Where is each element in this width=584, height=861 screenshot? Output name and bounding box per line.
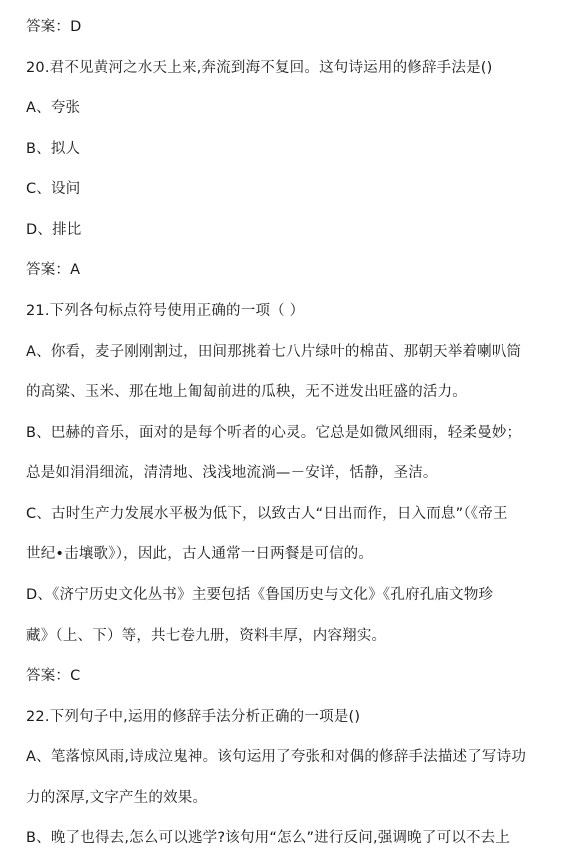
q21-option-b-line2: 总是如涓涓细流，清清地、浅浅地流淌—－安详，恬静，圣洁。	[26, 465, 438, 481]
q20-option-d: D、排比	[26, 222, 82, 238]
q21-option-b-line1: B、巴赫的音乐，面对的是每个听者的心灵。它总是如微风细雨，轻柔曼妙；	[26, 425, 522, 441]
answer-19: 答案：D	[26, 19, 82, 35]
answer-20: 答案：A	[26, 262, 81, 278]
q20-option-b: B、拟人	[26, 141, 81, 157]
answer-21: 答案：C	[26, 668, 81, 684]
q21-option-c-line1: C、古时生产力发展水平极为低下，以致古人“日出而作，日入而息”（《帝王	[26, 506, 508, 522]
q20-option-a: A、夸张	[26, 100, 81, 116]
q22-option-a-line2: 力的深厚,文字产生的效果。	[26, 790, 208, 806]
question-22: 22.下列句子中,运用的修辞手法分析正确的一项是()	[26, 709, 361, 725]
q21-option-a-line1: A、你看，麦子刚刚割过，田间那挑着七八片绿叶的棉苗、那朝天举着喇叭筒	[26, 344, 522, 360]
q22-option-b-line1: B、晚了也得去,怎么可以逃学?该句用“怎么”进行反问,强调晚了可以不去上	[26, 830, 511, 846]
question-20: 20.君不见黄河之水天上来,奔流到海不复回。这句诗运用的修辞手法是()	[26, 60, 493, 76]
q21-option-d-line1: D、《济宁历史文化丛书》主要包括《鲁国历史与文化》《孔府孔庙文物珍	[26, 587, 494, 603]
q22-option-a-line1: A、笔落惊风雨,诗成泣鬼神。该句运用了夸张和对偶的修辞手法描述了写诗功	[26, 749, 527, 765]
q20-option-c: C、设问	[26, 181, 81, 197]
question-21: 21.下列各句标点符号使用正确的一项（ ）	[26, 303, 305, 319]
q21-option-d-line2: 藏》（上、下）等，共七卷九册，资料丰厚，内容翔实。	[26, 628, 387, 644]
q21-option-c-line2: 世纪•击壤歌》），因此，古人通常一日两餐是可信的。	[26, 546, 374, 562]
q21-option-a-line2: 的高粱、玉米、那在地上匍匐前进的瓜秧，无不迸发出旺盛的活力。	[26, 384, 467, 400]
